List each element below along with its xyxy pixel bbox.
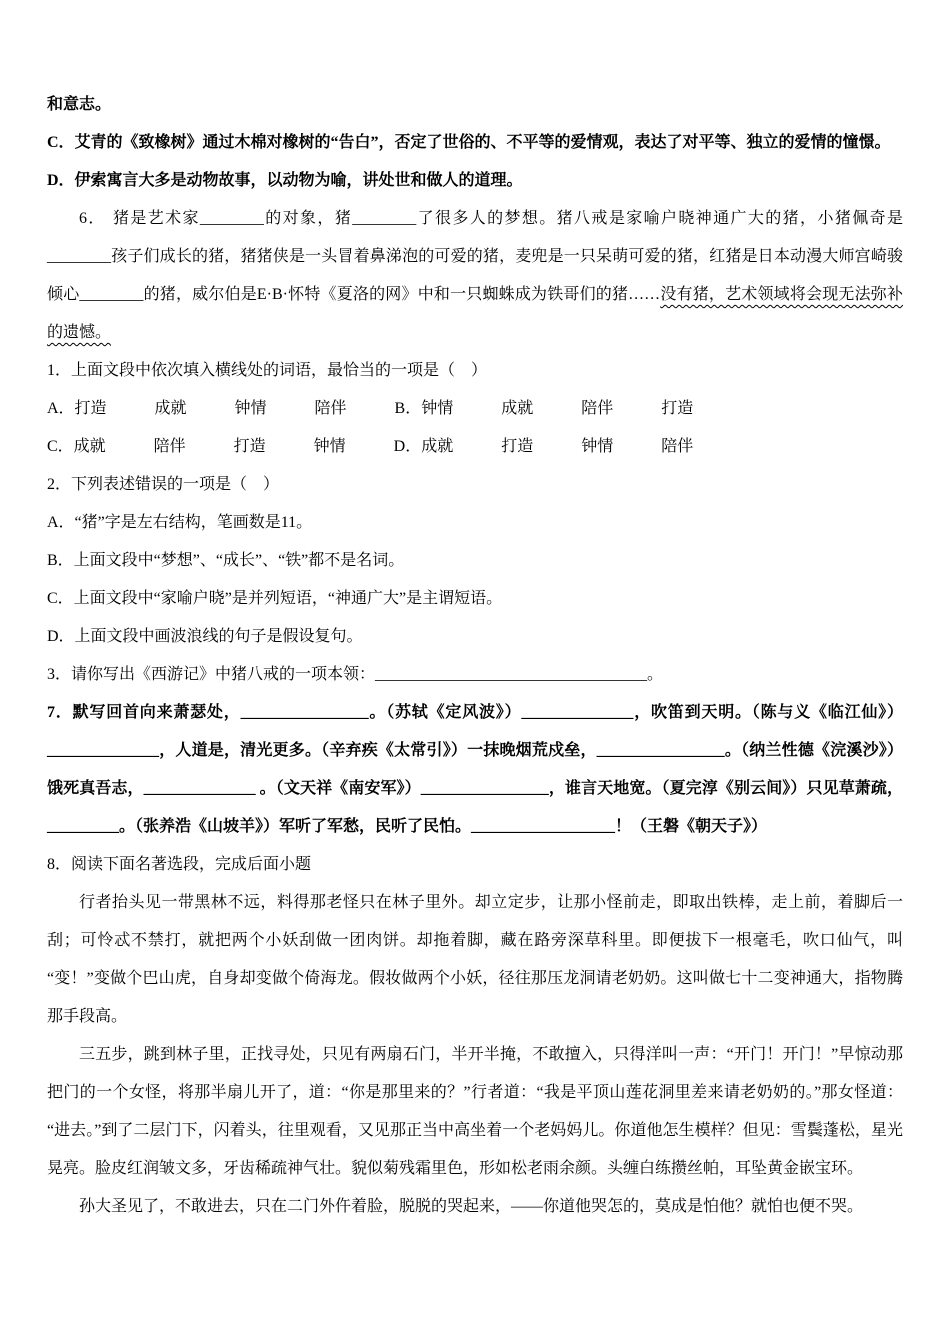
question-1-options-row-ab: A．打造 成就 钟情 陪伴 B．钟情 成就 陪伴 打造	[47, 400, 694, 417]
lead-option-d: D．伊索寓言大多是动物故事，以动物为喻，讲处世和做人的道理。	[47, 172, 523, 189]
question-7-dictation-block: 7．默写回首向来萧瑟处，________________。（苏轼《定风波》）______________，吹笛到天明。（陈与义《临江仙》）______________，人道是，清光更多。（辛弃疾《太常引》）一抹晚烟荒戍垒，________________。（纳兰性德《浣溪沙》）饿死真吾志，______________ 。（文天祥《南安军》）________________，谁言天地宽。（夏完淳《别云间》）只见草萧疏，_________。（张养浩《山坡羊》）军听了军愁，民听了民怕。__________________！（王磐《朝天子》）	[47, 704, 903, 835]
question-2-option-c: C．上面文段中“家喻户晓”是并列短语，“神通广大”是主谓短语。	[47, 590, 503, 607]
question-6-number: 6．	[79, 210, 106, 227]
question-6-text: 猪是艺术家________的对象，猪________了很多人的梦想。猪八戒是家喻户晓神通广大的猪，小猪佩奇是________孩子们成长的猪，猪猪侠是一头冒着鼻涕泡的可爱的猪，麦兜是一只呆萌可爱的猪，红猪是日本动漫大师宫崎骏倾心________的猪，威尔伯是E·B·怀特《夏洛的网》中和一只蜘蛛成为铁哥们的猪……	[47, 210, 903, 303]
question-8-stem: 8．阅读下面名著选段，完成后面小题	[47, 856, 312, 873]
question-3-stem: 3．请你写出《西游记》中猪八戒的一项本领：__________________________________。	[47, 666, 664, 683]
question-2-stem: 2．下列表述错误的一项是（ ）	[47, 476, 280, 493]
question-1-options-row-cd: C．成就 陪伴 打造 钟情 D．成就 打造 钟情 陪伴	[47, 438, 694, 455]
question-2-option-a: A．“猪”字是左右结构，笔画数是11。	[47, 514, 313, 531]
lead-option-c: C．艾青的《致橡树》通过木棉对橡树的“告白”，否定了世俗的、不平等的爱情观，表达了对平等、独立的爱情的憧憬。	[47, 134, 891, 151]
question-8-passage-paragraph-2: 三五步，跳到林子里，正找寻处，只见有两扇石门，半开半掩，不敢擅入，只得洋叫一声：“开门！开门！”早惊动那把门的一个女怪，将那半扇儿开了，道：“你是那里来的？”行者道：“我是平顶山莲花洞里差来请老奶奶的。”那女怪道：“进去。”到了二层门下，闪着头，往里观看，又见那正当中高坐着一个老妈妈儿。你道他怎生模样？但见：雪鬓蓬松，星光晃亮。脸皮红润皱文多，牙齿稀疏神气壮。貌似菊残霜里色，形如松老雨余颜。头缠白练攒丝帕，耳坠黄金嵌宝环。	[47, 1046, 903, 1177]
question-2-option-b: B．上面文段中“梦想”、“成长”、“铁”都不是名词。	[47, 552, 405, 569]
question-1-stem: 1．上面文段中依次填入横线处的词语，最恰当的一项是（ ）	[47, 362, 488, 379]
question-8-passage-paragraph-1: 行者抬头见一带黑林不远，料得那老怪只在林子里外。却立定步，让那小怪前走，即取出铁棒，走上前，着脚后一刮；可怜忒不禁打，就把两个小妖刮做一团肉饼。却拖着脚，藏在路旁深草科里。即便拔下一根毫毛，吹口仙气，叫“变！”变做个巴山虎，自身却变做个倚海龙。假妆做两个小妖，径往那压龙洞请老奶奶。这叫做七十二变神通大，指物腾那手段高。	[47, 894, 903, 1025]
question-2-option-d: D．上面文段中画波浪线的句子是假设复句。	[47, 628, 363, 645]
lead-tail-line: 和意志。	[47, 96, 112, 113]
question-6-passage	[47, 200, 903, 352]
question-8-passage-paragraph-3: 孙大圣见了，不敢进去，只在二门外仵着脸，脱脱的哭起来，——你道他哭怎的，莫成是怕他？就怕也便不哭。	[79, 1198, 864, 1215]
question-6-wavy-sentence: 没有猪，艺术领域将会现无法弥补的遗憾。	[47, 286, 903, 341]
